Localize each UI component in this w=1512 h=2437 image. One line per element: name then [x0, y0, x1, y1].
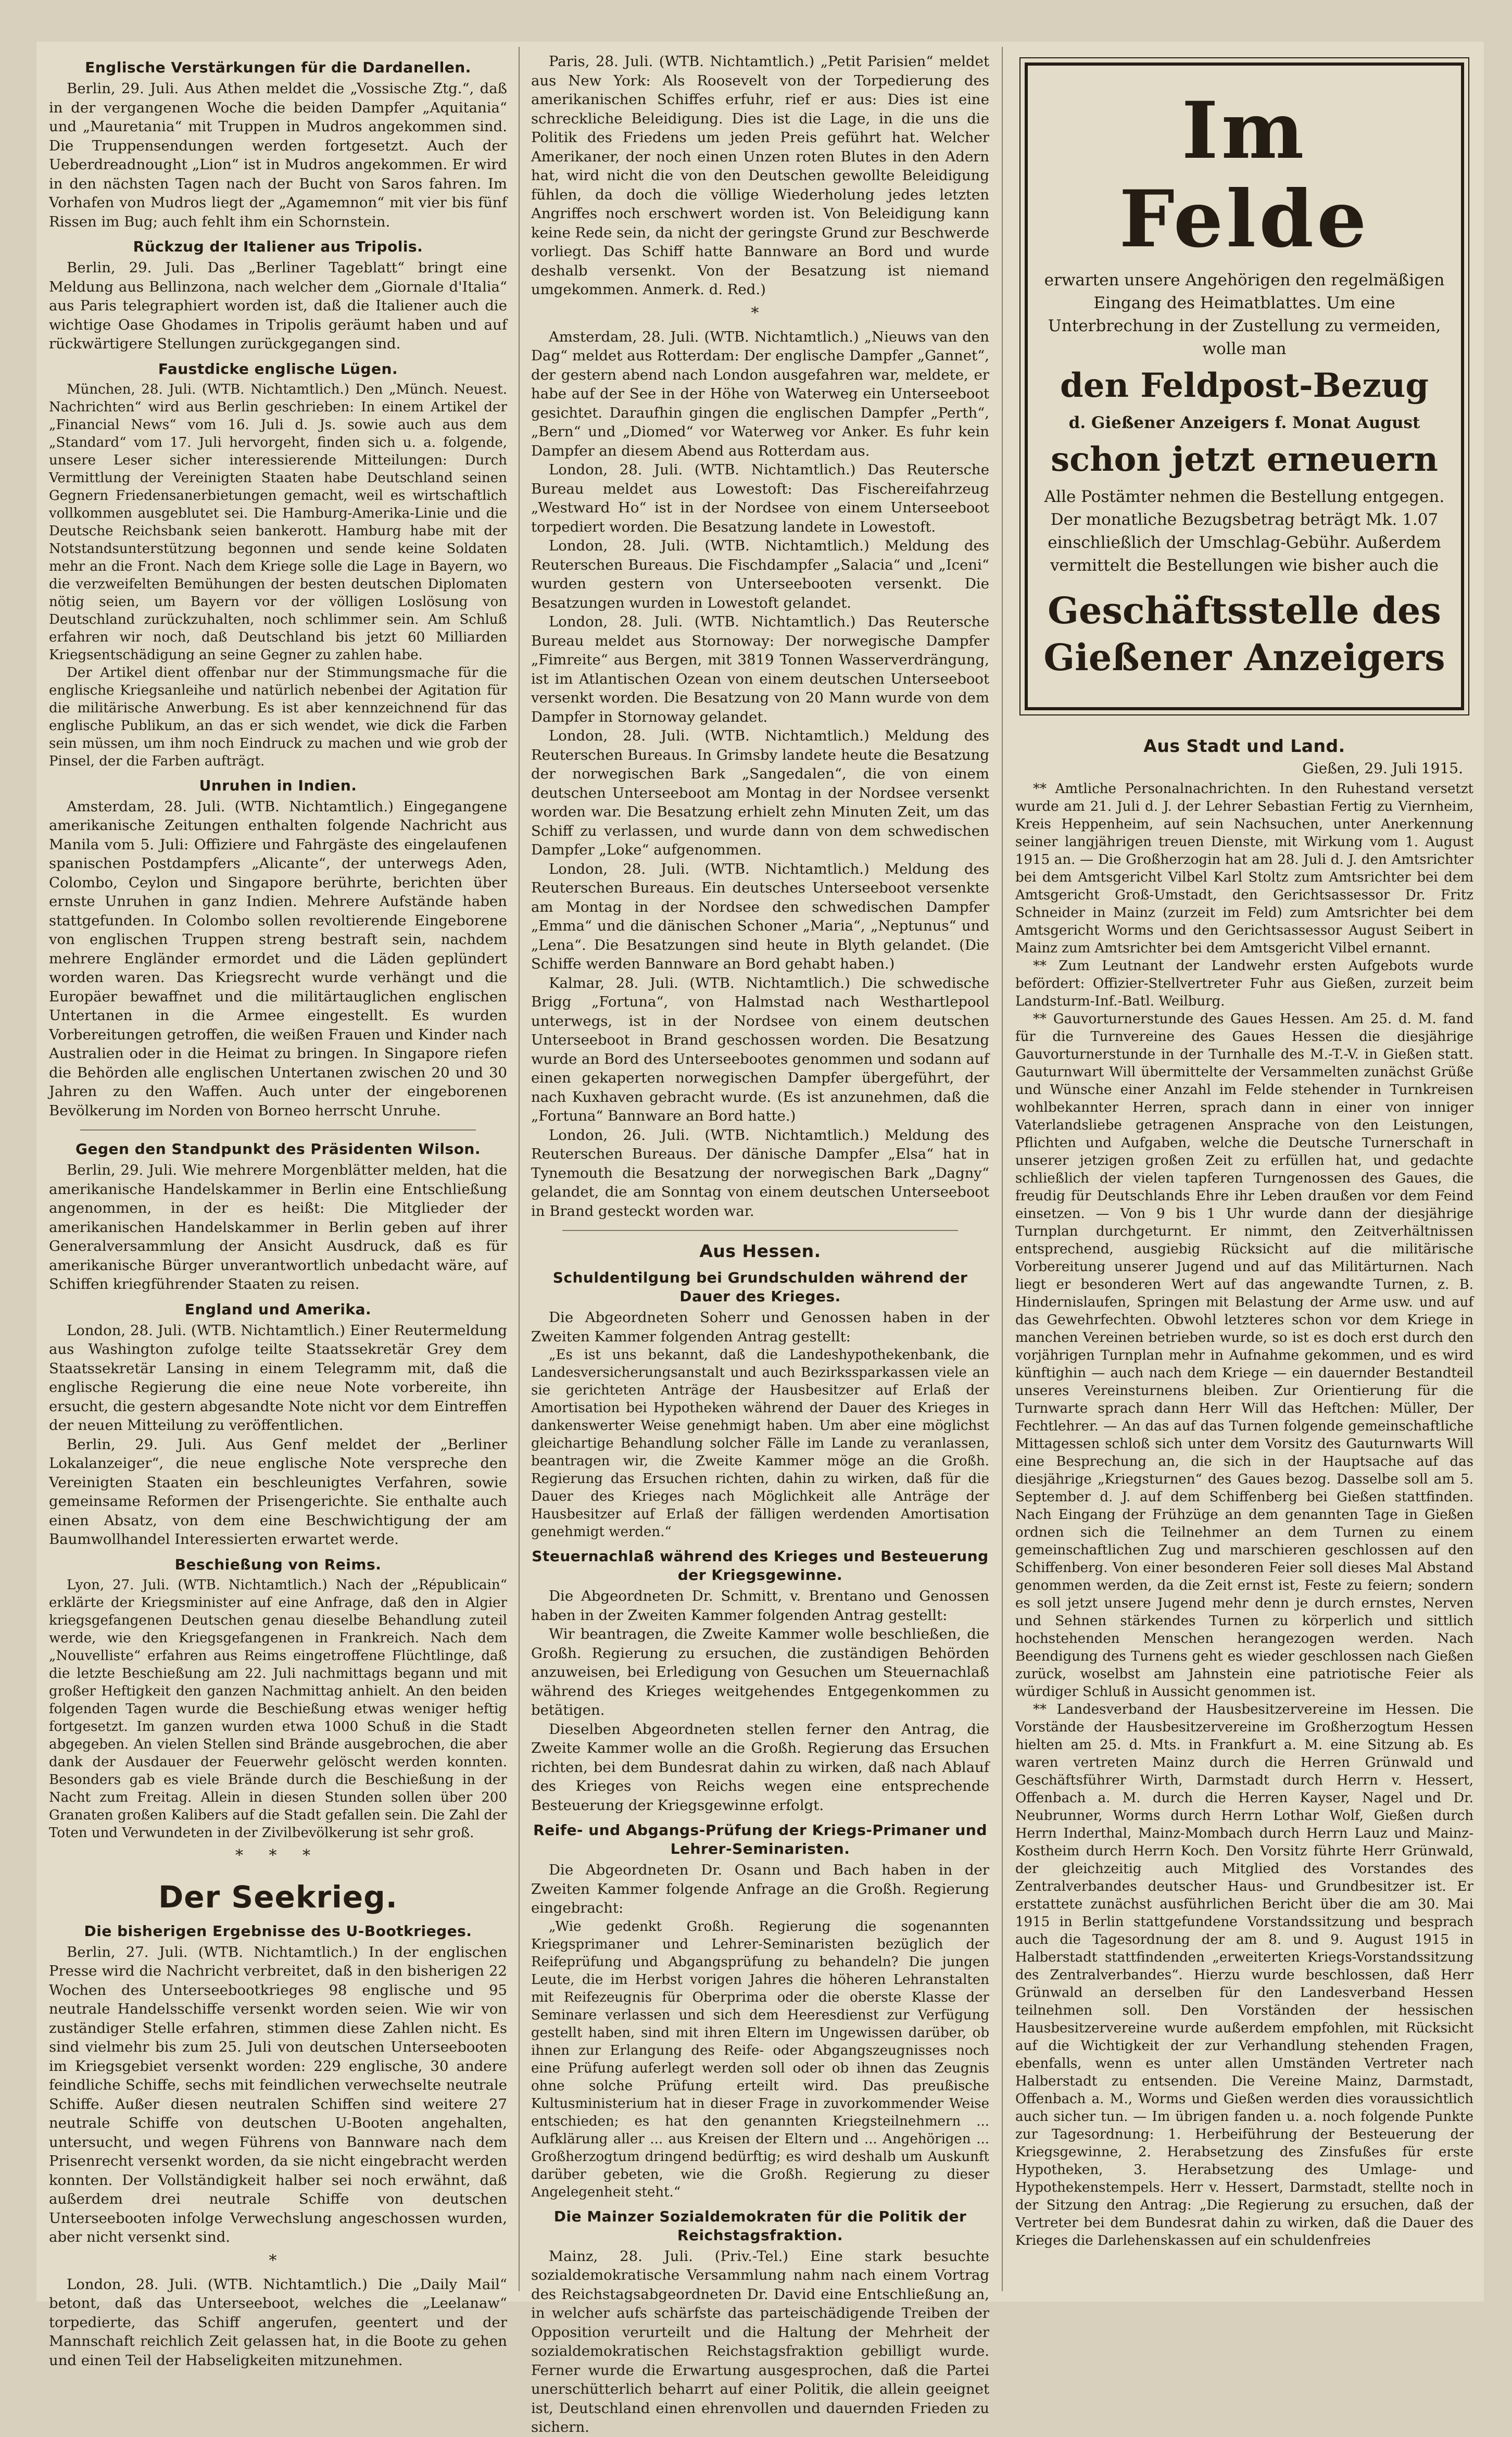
article-paragraph: London, 26. Juli. (WTB. Nichtamtlich.) Meldung des Reuterschen Bureaus. Der dänische Dampfer „Elsa“ hat in Tynemouth die Besatzung der norwegischen Bark „Dagny“ gelandet, die am Sonntag von einem deutschen Unterseeboot in Brand gesteckt worden war.	[531, 1126, 989, 1220]
dateline: Gießen, 29. Juli 1915.	[1302, 760, 1463, 777]
article-paragraph: London, 28. Juli. (WTB. Nichtamtlich.) Meldung des Reuterschen Bureaus. In Grimsby landete heute die Besatzung der norwegischen Bark „Sangedalen“, die von einem deutschen Unterseeboot am Montag in der Nordsee versenkt worden war. Die Besatzung erhielt zehn Minuten Zeit, um das Schiff zu verlassen, und wurde dann von dem schwedischen Dampfer „Loke“ aufgenommen.	[531, 727, 989, 858]
section-headline: Aus Stadt und Land.	[1143, 736, 1345, 756]
divider	[80, 1129, 476, 1130]
article-paragraph: Berlin, 29. Juli. Wie mehrere Morgenblätter melden, hat die amerikanische Handelskammer in Berlin eine Entschließung angenommen, in der es heißt: Die Mitglieder der amerikanischen Handelskammer in Berlin geben auf ihrer Generalversammlung der Ansicht Ausdruck, daß es für amerikanische Bürger unverantwortlich unbedacht wäre, auf Schiffen kriegführender Staaten zu reisen.	[49, 1162, 507, 1292]
headline: Die Mainzer Sozialdemokraten für die Politik der Reichstagsfraktion.	[553, 2207, 967, 2244]
article-paragraph: Kalmar, 28. Juli. (WTB. Nichtamtlich.) Die schwedische Brigg „Fortuna“, von Halmstad nach Westhartlepool unterwegs, ist in der Nordsee von einem deutschen Unterseeboot in Brand geschossen worden. Die Besatzung wurde an Bord des Unterseebootes genommen und sodann auf einen gekaperten norwegischen Dampfer übergeführt, der nach Kuxhaven gebracht wurde. (Es ist anzunehmen, daß die „Fortuna“ Bannware an Bord hatte.)	[531, 974, 989, 1124]
article-paragraph: Mainz, 28. Juli. (Priv.-Tel.) Eine stark besuchte sozialdemokratische Versammlung nahm nach einem Vortrag des Reichstagsabgeordneten Dr. David eine Entschließung an, in welcher aufs schärfste das parteischädigende Treiben der Opposition verurteilt und die Haltung der Mehrheit der sozialdemokratischen Reichstagsfraktion gebilligt wurde. Ferner wurde die Erwartung ausgesprochen, daß die Partei unerschütterlich beharrt auf einer Politik, die allein geeignet ist, Deutschland einen ehrenvollen und dauernden Frieden zu sichern.	[531, 2247, 989, 2435]
article-paragraph: Berlin, 29. Juli. Das „Berliner Tageblatt“ bringt eine Meldung aus Bellinzona, nach welcher dem „Giornale d'Italia“ aus Paris telegraphiert worden ist, daß die Italiener auch die wichtige Oase Ghodames in Tripolis geräumt haben und auf rückwärtigere Stellungen zurückgegangen sind.	[49, 259, 507, 352]
headline: Unruhen in Indien.	[199, 776, 357, 794]
headline: Englische Verstärkungen für die Dardanellen.	[85, 59, 471, 76]
article-paragraph: London, 28. Juli. (WTB. Nichtamtlich.) Das Reutersche Bureau meldet aus Lowestoft: Das Fischereifahrzeug „Westward Ho“ ist in der Nordsee von einem Unterseeboot torpediert worden. Die Besatzung landete in Lowestoft.	[531, 461, 989, 535]
headline: Gegen den Standpunkt des Präsidenten Wilson.	[75, 1140, 481, 1158]
article-paragraph: London, 28. Juli. (WTB. Nichtamtlich.) Einer Reutermeldung aus Washington zufolge teilte Staatssekretär Grey dem Staatssekretär Lansing in einem Telegramm mit, daß die englische Regierung die eine neue Note vorbereite, ihn ersucht, die gestern abgesandte Note nicht vor dem Eintreffen der neuen Mitteilung zu veröffentlichen.	[49, 1322, 507, 1434]
headline: Beschießung von Reims.	[174, 1555, 382, 1573]
headline: Die bisherigen Ergebnisse des U-Bootkrieges.	[84, 1922, 472, 1940]
article-paragraph: Die Abgeordneten Dr. Schmitt, v. Brentano und Genossen haben in der Zweiten Kammer folgenden Antrag gestellt:	[531, 1588, 989, 1624]
article-paragraph: „Es ist uns bekannt, daß die Landeshypothekenbank, die Landesversicherungsanstalt und auch Bezirkssparkassen viele an sie gerichteten Anträge der Hausbesitzer auf Erlaß der Amortisation bei Hypotheken während der Dauer des Krieges in dankenswerter Weise genehmigt haben. Um aber eine möglichst gleichartige Behandlung solcher Fälle im Lande zu veranlassen, beantragen wir, die Zweite Kammer möge an die Großh. Regierung das Ersuchen richten, dahin zu wirken, daß für die Dauer des Krieges nach Möglichkeit alle Anträge der Hausbesitzer auf Erlaß der fälligen werdenden Amortisation genehmigt werden.“	[531, 1347, 989, 1540]
article-paragraph: Berlin, 29. Juli. Aus Athen meldet die „Vossische Ztg.“, daß in der vergangenen Woche die beiden Dampfer „Aquitania“ und „Mauretania“ mit Truppen in Mudros angekommen sind. Die Truppensendungen werden fortgesetzt. Auch der Ueberdreadnought „Lion“ ist in Mudros angekommen. Er wird in den nächsten Tagen nach der Bucht von Saros fahren. Im Vorhafen von Mudros liegt der „Agamemnon“ mit vier bis fünf Rissen im Bug; auch fehlt ihm ein Schornstein.	[49, 80, 507, 230]
article-paragraph: Berlin, 27. Juli. (WTB. Nichtamtlich.) In der englischen Presse wird die Nachricht verbreitet, daß in den bisherigen 22 Wochen des Unterseebootkrieges 98 englische und 95 neutrale Handelsschiffe versenkt worden seien. Wie wir von zuständiger Stelle erfahren, stimmen diese Zahlen nicht. Es sind vielmehr bis zum 25. Juli von deutschen Unterseebooten im Kriegsgebiet versenkt worden: 229 englische, 30 andere feindliche Schiffe, sechs mit feindlichen verwechselte neutrale Schiffe. Außer diesen neutralen Schiffen sind weitere 27 neutrale Schiffe von deutschen U-Booten angehalten, untersucht, und wegen Führens von Bannware nach dem Prisenrecht versenkt worden, da sie nicht eingebracht werden konnten. Der Vollständigkeit halber sei noch erwähnt, daß außerdem drei neutrale Schiffe von deutschen Unterseebooten infolge Verwechslung angeschossen wurden, aber nicht versenkt sind.	[49, 1943, 507, 2245]
article-paragraph: ** Gauvorturnerstunde des Gaues Hessen. Am 25. d. M. fand für die Turnvereine des Gaues Hessen die diesjährige Gauvorturnerstunde in der Turnhalle des M.-T.-V. in Gießen statt. Gauturnwart Will übermittelte der Versammelten zunächst Grüße und Wünsche einer Anzahl im Felde stehender in Turnkreisen wohlbekannter Herren, sprach dann in einer von inniger Vaterlandsliebe getragenen Ansprache von den Leistungen, Pflichten und Aufgaben, welche die Deutsche Turnerschaft in unserer jetzigen großen Zeit zu erfüllen hat, und gedachte schließlich der vielen tapferen Turngenossen des Gaues, die freudig für Deutschlands Ehre ihr Leben draußen vor dem Feind einsetzen. — Von 9 bis 1 Uhr wurde dann der diesjährige Turnplan durchgeturnt. Er nimmt, den Zeitverhältnissen entsprechend, ausgiebig Rücksicht auf die militärische Vorbereitung unserer Jugend und auf das Militärturnen. Nach liegt er besonderen Wert auf das angewandte Turnen, z. B. Hindernislaufen, Springen mit Belastung der Arme usw. und auf das Gewehrfechten. Obwohl letzteres schon vor dem Kriege in manchen Vereinen betrieben wurde, so ist es doch erst durch den vorjährigen Turnplan mehr in Aufnahme gekommen, und es wird künftighin — auch nach dem Kriege — ein dauernder Bestandteil unseres Vereinsturnens bleiben. Zur Orientierung für die Turnwarte sprach dann Herr Will das Heftchen: Müller, Der Fechtlehrer. — An das auf das Turnen folgende gemeinschaftliche Mittagessen schloß sich unter dem Vorsitz des Gauturnwarts Will eine Besprechung an, die sich in der Hauptsache auf das diesjährige „Kriegsturnen“ des Gaues bezog. Dasselbe soll am 5. September d. J. auf dem Schiffenberg bei Gießen stattfinden. Nach Eingang der Frühzüge an dem genannten Tage in Gießen ordnen sich die Teilnehmer an dem Turnen zu einem gemeinschaftlichen Zug und marschieren geschlossen auf den Schiffenberg. Von einer besonderen Feier soll dieses Mal Abstand genommen werden, da die Zeit ernst ist, Feste zu feiern; sondern es soll jetzt unsere Jugend mehr denn je durch ernstes, Nerven und Sehnen stärkendes Turnen zu körperlich und sittlich hochstehenden Menschen herangezogen werden. Nach Beendigung des Turnens geht es wieder geschlossen nach Gießen zurück, woselbst am Jahnstein eine patriotische Feier als würdiger Schluß in Aussicht genommen ist.	[1015, 1011, 1473, 1700]
headline: Faustdicke englische Lügen.	[158, 360, 398, 378]
column-rule	[519, 47, 520, 2291]
section-headline: Der Seekrieg.	[158, 1879, 398, 1915]
section-star: *	[269, 2251, 287, 2270]
column-right	[1015, 52, 1473, 2291]
article-paragraph: London, 28. Juli. (WTB. Nichtamtlich.) Das Reutersche Bureau meldet aus Stornoway: Der norwegische Dampfer „Fimreite“ aus Bergen, mit 3819 Tonnen Wasserverdrängung, ist im Atlantischen Ozean von einem deutschen Unterseeboot versenkt worden. Die Besatzung von 20 Mann wurde von dem Dampfer in Stornoway gelandet.	[531, 613, 989, 725]
article-paragraph: Wir beantragen, die Zweite Kammer wolle beschließen, die Großh. Regierung zu ersuchen, die zuständigen Behörden anzuweisen, bei Erledigung von Gesuchen um Steuernachlaß während des Krieges weitgehendes Entgegenkommen zu betätigen.	[531, 1626, 989, 1718]
ad-text: Alle Postämter nehmen die Bestellung entgegen. Der monatliche Bezugsbetrag beträgt Mk. 1.07 einschließlich der Umschlag-Gebühr. Außerdem vermittelt die Bestellungen wie bisher auch die	[1044, 487, 1445, 575]
article-paragraph: ** Zum Leutnant der Landwehr ersten Aufgebots wurde befördert: Offizier-Stellvertreter Fuhr aus Gießen, zurzeit beim Landsturm-Inf.-Batl. Weilburg.	[1015, 958, 1473, 1009]
article-paragraph: Amsterdam, 28. Juli. (WTB. Nichtamtlich.) Eingegangene amerikanische Zeitungen enthalten folgende Nachricht aus Manila vom 5. Juli: Offiziere und Fahrgäste des eingelaufenen spanischen Postdampfers „Alicante“, der unterwegs Aden, Colombo, Ceylon und Singapore berührte, berichten über ernste Unruhen in ganz Indien. Mehrere Aufstände haben stattgefunden. In Colombo sollen revoltierende Eingeborene von englischen Truppen streng bestraft sein, nachdem mehrere Engländer ermordet und die Läden geplündert worden waren. Das Kriegsrecht wurde verhängt und die Europäer bewaffnet und die militärtauglichen englischen Untertanen in die Armee eingestellt. Es wurden Vorbereitungen getroffen, die weißen Frauen und Kinder nach Australien oder in die Heimat zu bringen. In Singapore riefen die Behörden alle englischen Untertanen zwischen 20 und 30 Jahren zu den Waffen. Auch unter der eingeborenen Bevölkerung im Norden von Borneo herrscht Unruhe.	[49, 798, 507, 1119]
article-paragraph: Berlin, 29. Juli. Aus Genf meldet der „Berliner Lokalanzeiger“, die neue englische Note verspreche den Vereinigten Staaten ein beschleunigtes Verfahren, sowie gemeinsame Reformen der Prisengerichte. Sie enthalte auch einen Absatz, von dem eine Beschwichtigung der am Baumwollhandel Interessierten erwartet werde.	[49, 1436, 507, 1548]
column-rule	[1002, 47, 1003, 2291]
column-middle	[531, 52, 989, 2435]
article-paragraph: Paris, 28. Juli. (WTB. Nichtamtlich.) „Petit Parisien“ meldet aus New York: Als Roosevelt von der Torpedierung des amerikanischen Schiffes erfuhr, rief er aus: Dies ist eine schreckliche Beleidigung. Dies ist die Lage, in die uns die Politik des Friedens um jeden Preis geführt hat. Welcher Amerikaner, der noch einen Unzen roten Blutes in den Adern hat, wird nicht die von den Deutschen gewollte Beleidigung fühlen, da doch die völlige Wiederholung jedes letzten Angriffes noch erschwert worden ist. Von Beleidigung kann keine Rede sein, da nicht der geringste Grund zur Beschwerde vorliegt. Das Schiff hatte Bannware an Bord und wurde deshalb versenkt. Von der Besatzung ist niemand umgekommen. Anmerk. d. Red.)	[531, 53, 989, 298]
article-paragraph: Die Abgeordneten Dr. Osann und Bach haben in der Zweiten Kammer folgende Anfrage an die Großh. Regierung eingebracht:	[531, 1862, 989, 1916]
article-paragraph: „Wie gedenkt Großh. Regierung die sogenannten Kriegsprimaner und Lehrer-Seminaristen bezüglich der Reifeprüfung und Abgangsprüfung zu behandeln? Die jungen Leute, die im Herbst vorigen Jahres die höheren Lehranstalten mit Reifezeugnis für Oberprima oder die oberste Klasse der Seminare verlassen und sich dem Heeresdienst zur Verfügung gestellt haben, sind mit ihren Eltern im Ungewissen darüber, ob ihnen zur Erlangung des Reife- oder Abgangszeugnisses noch eine Prüfung auferlegt werden soll oder ob ihnen das Zeugnis ohne solche Prüfung erteilt wird. Das preußische Kultusministerium hat in dieser Frage in zuvorkommender Weise entschieden; es hat den genannten Kriegsteilnehmern ... Aufklärung aller ... aus Kreisen der Eltern und ... Angehörigen ... Großherzogtum dringend bedürftig; es wird deshalb um Auskunft darüber gebeten, wie die Großh. Regierung zu dieser Angelegenheit steht.“	[531, 1918, 989, 2200]
ad-highlight: schon jetzt erneuern	[1051, 440, 1438, 479]
article-paragraph: London, 28. Juli. (WTB. Nichtamtlich.) Die „Daily Mail“ betont, daß das Unterseeboot, welches die „Leelanaw“ torpedierte, das Schiff angerufen, geentert und der Mannschaft reichlich Zeit gelassen hat, in die Boote zu gehen und einen Teil der Habseligkeiten mitzunehmen.	[49, 2276, 507, 2369]
headline: Rückzug der Italiener aus Tripolis.	[133, 238, 423, 255]
ad-footer: Geschäftsstelle des Gießener Anzeigers	[1043, 589, 1445, 679]
headline: England und Amerika.	[184, 1300, 372, 1318]
article-paragraph: ** Amtliche Personalnachrichten. In den Ruhestand versetzt wurde am 21. Juli d. J. der Lehrer Sebastian Fertig zu Viernheim, Kreis Heppenheim, auf sein Nachsuchen, unter Anerkennung seiner langjährigen treuen Dienste, mit Wirkung vom 1. August 1915 an. — Die Großherzogin hat am 28. Juli d. J. den Amtsrichter bei dem Amtsgericht Vilbel Karl Stoltz zum Amtsrichter bei dem Amtsgericht Groß-Umstadt, den Gerichtsassessor Dr. Fritz Schneider in Mainz (zurzeit im Feld) zum Amtsrichter bei dem Amtsgericht Worms und den Gerichtsassessor August Seibert in Mainz zum Amtsrichter bei dem Amtsgericht Vilbel ernannt.	[1015, 781, 1473, 956]
headline: Schuldentilgung bei Grundschulden während der Dauer des Krieges.	[552, 1269, 968, 1305]
ad-text: erwarten unsere Angehörigen den regelmäßigen Eingang des Heimatblattes. Um eine Unterbrechung in der Zustellung zu vermeiden, wolle man	[1044, 271, 1445, 358]
feldpost-advertisement	[1025, 62, 1464, 710]
ad-text: d. Gießener Anzeigers f. Monat August	[1068, 413, 1420, 432]
newspaper-page	[36, 42, 1484, 2435]
ad-title: Im Felde	[1119, 85, 1370, 265]
section-headline: Aus Hessen.	[699, 1241, 821, 1261]
column-left	[49, 52, 507, 2369]
headline: Steuernachlaß während des Krieges und Besteuerung der Kriegsgewinne.	[532, 1548, 989, 1584]
article-paragraph: München, 28. Juli. (WTB. Nichtamtlich.) Den „Münch. Neuest. Nachrichten“ wird aus Berlin geschrieben: In einem Artikel der „Financial News“ vom 16. Juli d. Js. sowie auch aus dem „Standard“ vom 17. Juli hervorgeht, finden sich u. a. folgende, unsere Leser sicher interessierende Mitteilungen: Durch Vermittlung der Vereinigten Staaten habe Deutschland seinen Gegnern Friedensanerbietungen gemacht, weil es wirtschaftlich vollkommen ausgeblutet sei. Die Hamburg-Amerika-Linie und die Deutsche Reichsbank seien bankerott. Hamburg habe mit der Notstandsunterstützung begonnen und sende keine Soldaten mehr an die Front. Nach dem Kriege solle die Lage in Bayern, wo die verzweifelten Bemühungen der besten deutschen Diplomaten nötig seien, um Bayern vor der völligen Loslösung von Deutschland zurückzuhalten, noch schlimmer sein. Am Schluß erfahren wir noch, daß Deutschland bis jetzt 60 Milliarden Kriegsentschädigung an seine Gegner zu zahlen habe.	[49, 381, 507, 663]
article-paragraph: Der Artikel dient offenbar nur der Stimmungsmache für die englische Kriegsanleihe und natürlich nebenbei der Agitation für die militärische Anwerbung. Es ist aber kennzeichnend für das englische Publikum, an das er sich wendet, wie dick die Farben sein müssen, um ihm noch Eindruck zu machen und wie grob der Pinsel, der die Farben aufträgt.	[49, 664, 507, 769]
article-paragraph: Lyon, 27. Juli. (WTB. Nichtamtlich.) Nach der „Républicain“ erklärte der Kriegsminister auf eine Anfrage, daß den in Algier kriegsgefangenen Deutschen genau dieselbe Behandlung zuteil werde, wie den Kriegsgefangenen in Frankreich. Nach dem „Nouvelliste“ erfahren aus Reims eingetroffene Flüchtlinge, daß die letzte Beschießung am 22. Juli nachmittags begann und mit großer Heftigkeit den ganzen Nachmittag anhielt. An den beiden folgenden Tagen wurde die Beschießung etwas weniger heftig fortgesetzt. Im ganzen wurden etwa 1000 Schuß in die Stadt abgegeben. An vielen Stellen sind Brände ausgebrochen, die aber dank der Ausdauer der Feuerwehr gelöscht werden konnten. Besonders gab es viele Brände durch die Beschießung in der Nacht zum Freitag. Allein in diesen Stunden sollen über 200 Granaten großen Kalibers auf die Stadt gefallen sein. Die Zahl der Toten und Verwundeten in der Zivilbevölkerung ist sehr groß.	[49, 1577, 507, 1841]
divider	[562, 1230, 958, 1231]
section-stars: * * *	[235, 1846, 321, 1865]
section-star: *	[751, 304, 770, 322]
article-paragraph: London, 28. Juli. (WTB. Nichtamtlich.) Meldung des Reuterschen Bureaus. Ein deutsches Unterseeboot versenkte am Montag in der Nordsee den schwedischen Dampfer „Emma“ und die dänischen Schoner „Maria“, „Neptunus“ und „Lena“. Die Besatzungen sind heute in Blyth gelandet. (Die Schiffe werden Bannware an Bord gehabt haben.)	[531, 860, 989, 972]
ad-highlight: den Feldpost-Bezug	[1060, 366, 1429, 405]
headline: Reife- und Abgangs-Prüfung der Kriegs-Primaner und Lehrer-Seminaristen.	[533, 1822, 987, 1857]
article-paragraph: London, 28. Juli. (WTB. Nichtamtlich.) Meldung des Reuterschen Bureaus. Die Fischdampfer „Salacia“ und „Iceni“ wurden gestern von Unterseebooten versenkt. Die Besatzungen wurden in Lowestoft gelandet.	[531, 537, 989, 611]
article-paragraph: Dieselben Abgeordneten stellen ferner den Antrag, die Zweite Kammer wolle an die Großh. Regierung das Ersuchen richten, bei dem Bundesrat dahin zu wirken, daß nach Ablauf des Krieges von Reichs wegen eine entsprechende Besteuerung der Kriegsgewinne erfolgt.	[531, 1720, 989, 1814]
article-paragraph: Die Abgeordneten Soherr und Genossen haben in der Zweiten Kammer folgenden Antrag gestellt:	[531, 1309, 989, 1345]
article-paragraph: ** Landesverband der Hausbesitzervereine im Hessen. Die Vorstände der Hausbesitzervereine im Großherzogtum Hessen hielten am 25. d. Mts. in Frankfurt a. M. eine Sitzung ab. Es waren vertreten Mainz durch die Herren Grünwald und Geschäftsführer Wirth, Darmstadt durch Herrn v. Hessert, Offenbach a. M. durch die Herren Kayser, Nagel und Dr. Neubrunner, Worms durch Herrn Lothar Wolf, Gießen durch Herrn Inderthal, Mainz-Mombach durch Herrn Lauz und Mainz-Kostheim durch Herrn Koch. Den Vorsitz führte Herr Grünwald, der gleichzeitig auch Mitglied des Vorstandes des Zentralverbandes deutscher Haus- und Grundbesitzer ist. Er erstattete zunächst ausführlichen Bericht über die am 30. Mai 1915 in Berlin stattgefundene Vorstandssitzung und besprach auch die Tagesordnung der am 8. und 9. August 1915 in Halberstadt stattfindenden „erweiterten Kriegs-Vorstandssitzung des Zentralverbandes“. Hierzu wurde beschlossen, daß Herr Grünwald an derselben für den Landesverband Hessen teilnehmen soll. Den Vorständen der hessischen Hausbesitzervereine wurde außerdem empfohlen, mit Rücksicht auf die Wichtigkeit der zur Verhandlung stehenden Fragen, ebenfalls, wenn es unter allen Umständen Vertreter nach Halberstadt zu entsenden. Die Vereine Mainz, Darmstadt, Offenbach a. M., Worms und Gießen werden dies voraussichtlich auch sicher tun. — Im übrigen fanden u. a. noch folgende Punkte zur Tagesordnung: 1. Herbeiführung der Besteuerung der Kriegsgewinne, 2. Herabsetzung des Zinsfußes für erste Hypotheken, 3. Herabsetzung des Umlage- und Hypothekenstempels. Herr v. Hessert, Darmstadt, stellte noch in der Sitzung den Antrag: „Die Regierung zu ersuchen, daß der Vertreter bei dem Bundesrat dahin zu wirken, daß die Dauer des Krieges die Darlehenskassen auf ein schuldenfreies	[1015, 1702, 1473, 2248]
article-paragraph: Amsterdam, 28. Juli. (WTB. Nichtamtlich.) „Nieuws van den Dag“ meldet aus Rotterdam: Der englische Dampfer „Gannet“, der gestern abend nach London ausgefahren war, meldete, er habe auf der See in der Höhe von Waterweg ein Unterseeboot gesichtet. Daraufhin gingen die englischen Dampfer „Perth“, „Bern“ und „Diomed“ vor Waterweg vor Anker. Es fuhr kein Dampfer an diesem Abend aus Rotterdam aus.	[531, 328, 989, 459]
